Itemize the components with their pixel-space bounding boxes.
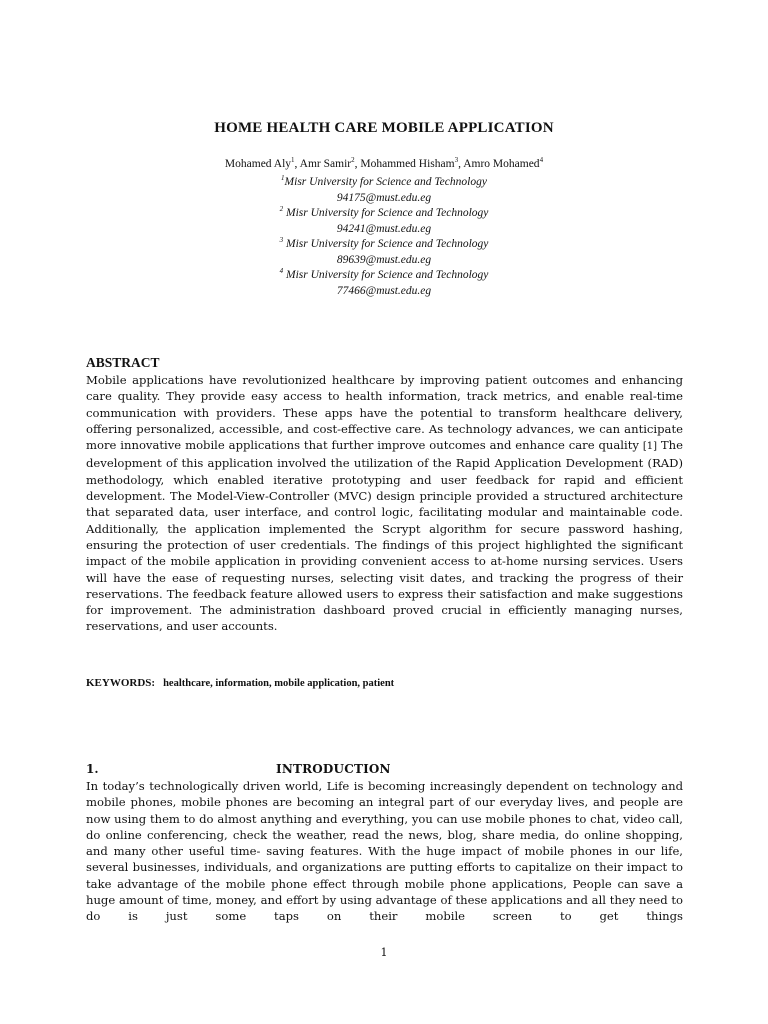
section-title: INTRODUCTION [276, 762, 391, 776]
affiliation-institution: $^4$ Misr University for Science and Technology [279, 267, 489, 281]
author: Amr Samir$^2$, [299, 156, 361, 170]
section-number: 1. [86, 762, 99, 776]
affiliation-list [0, 175, 768, 299]
keywords [86, 677, 394, 689]
abstract-heading: ABSTRACT [86, 355, 160, 370]
affiliation-email: 94175@must.edu.eg [336, 191, 432, 204]
affiliation-email: 89639@must.edu.eg [336, 253, 432, 266]
author-list [0, 158, 768, 170]
keywords-label: KEYWORDS: [86, 677, 156, 689]
citation: [1] [642, 441, 658, 453]
abstract-body: Mobile applications have revolutionized healthcare by improving patient outcomes and enhancing care quality. They provide easy access to health information, track metrics, and enable real-time communication with providers. These apps have the potential to transform healthcare delivery, offering personalized, accessible, and cost-effective care. As technology advances, we can anticipate more innovative mobile applications that further improve outcomes and enhance care quality [1] The development of this application involved the utilization of the Rapid Application Development (RAD) methodology, which enabled iterative prototyping and user feedback for rapid and efficient development. The Model-View-Controller (MVC) design principle provided a structured architecture that separated data, user interface, and control logic, facilitating modular and maintainable code. Additionally, the application implemented the Scrypt algorithm for secure password hashing, ensuring the protection of user credentials. The findings of this project highlighted the significant impact of the mobile application in providing convenient access to at-home nursing services. Users will have the ease of requesting nurses, selecting visit dates, and tracking the progress of their reservations. The feedback feature allowed users to express their satisfaction and make suggestions for improvement. The administration dashboard proved crucial in efficiently managing nurses, reservations, and user accounts. [86, 373, 683, 634]
author: Mohamed Aly$^1$, [224, 156, 300, 170]
author: Amro Mohamed$^4$ [463, 156, 544, 170]
paper-title: HOME HEALTH CARE MOBILE APPLICATION [214, 120, 554, 136]
introduction-body: In today’s technologically driven world, Life is becoming increasingly dependent on technology and mobile phones, mobile phones are becoming an integral part of our everyday lives, and people are now using them to do almost anything and everything, you can use mobile phones to chat, video call, do online conferencing, check the weather, read the news, blog, share media, do online shopping, and many other useful time- saving features. With the huge impact of mobile phones in our life, several businesses, individuals, and organizations are putting efforts to capitalize on their impact to take advantage of the mobile phone effect through mobile phone applications, People can save a huge amount of time, money, and effort by using advantage of these applications and all they need to do is just some taps on their mobile screen to get things [86, 779, 683, 924]
affiliation-institution: $^3$ Misr University for Science and Technology [279, 236, 489, 250]
page-number: 1 [380, 946, 388, 959]
affiliation-email: 94241@must.edu.eg [336, 222, 432, 235]
keywords-value: healthcare, information, mobile application, patient [163, 678, 395, 689]
affiliation-institution: $^2$ Misr University for Science and Technology [279, 205, 489, 219]
author: Mohammed Hisham$^3$, [360, 156, 464, 170]
affiliation-institution: $^1$Misr University for Science and Technology [281, 174, 487, 188]
affiliation-email: 77466@must.edu.eg [336, 284, 432, 297]
